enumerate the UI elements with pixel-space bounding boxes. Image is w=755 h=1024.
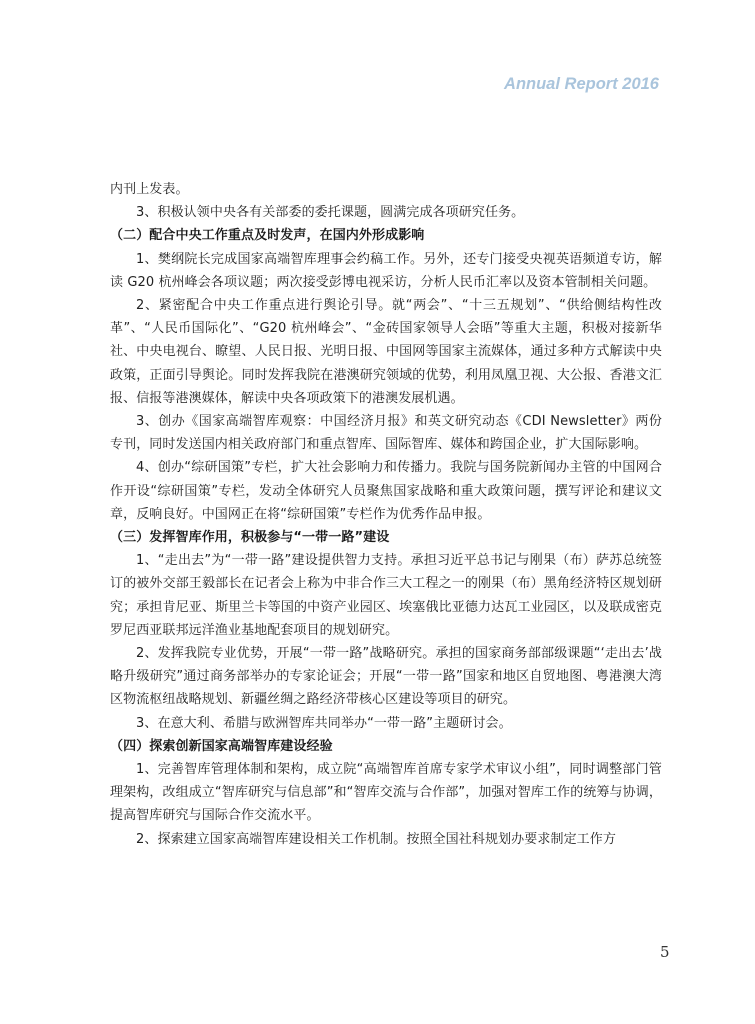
paragraph: 3、积极认领中央各有关部委的委托课题，圆满完成各项研究任务。 (136, 205, 525, 221)
section-heading: （三）发挥智库作用，积极参与“一带一路”建设 (110, 530, 390, 546)
paragraph: 1、樊纲院长完成国家高端智库理事会约稿工作。另外，还专门接受央视英语频道专访，解读 G20 杭州峰会各项议题；两次接受彭博电视采访，分析人民币汇率以及资本管制相关问题。 (110, 251, 662, 290)
paragraph: 2、发挥我院专业优势，开展“一带一路”战略研究。承担的国家商务部部级课题“‘走出去’战略升级研究”通过商务部举办的专家论证会；开展“一带一路”国家和地区自贸地图、粤港澳大湾区物流枢纽战略规划、新疆丝绸之路经济带核心区建设等项目的研究。 (110, 646, 662, 708)
paragraph: 3、创办《国家高端智库观察：中国经济月报》和英文研究动态《CDI Newsletter》两份专刊，同时发送国内相关政府部门和重点智库、国际智库、媒体和跨国企业，扩大国际影响。 (110, 414, 662, 453)
paragraph: 1、“走出去”为“一带一路”建设提供智力支持。承担习近平总书记与刚果（布）萨苏总统签订的被外交部王毅部长在记者会上称为中非合作三大工程之一的刚果（布）黑角经济特区规划研究；承担肯尼亚、斯里兰卡等国的中资产业园区、埃塞俄比亚德力达瓦工业园区，以及联成密克罗尼西亚联邦远洋渔业基地配套项目的规划研究。 (110, 553, 662, 638)
paragraph: 2、探索建立国家高端智库建设相关工作机制。按照全国社科规划办要求制定工作方 (136, 831, 616, 847)
paragraph: 4、创办“综研国策”专栏，扩大社会影响力和传播力。我院与国务院新闻办主管的中国网合作开设“综研国策”专栏，发动全体研究人员聚焦国家战略和重大政策问题，撰写评论和建议文章，反响良好。中国网正在将“综研国策”专栏作为优秀作品申报。 (110, 460, 662, 522)
page-number: 5 (660, 943, 670, 961)
section-heading: （四）探索创新国家高端智库建设经验 (110, 738, 333, 754)
section-heading: （二）配合中央工作重点及时发声，在国内外形成影响 (110, 228, 425, 244)
paragraph: 内刊上发表。 (110, 182, 189, 197)
paragraph: 3、在意大利、希腊与欧洲智库共同举办“一带一路”主题研讨会。 (136, 715, 512, 731)
paragraph: 1、完善智库管理体制和架构，成立院“高端智库首席专家学术审议小组”，同时调整部门管理架构，改组成立“智库研究与信息部”和“智库交流与合作部”，加强对智库工作的统筹与协调，提高智库研究与国际合作交流水平。 (110, 762, 662, 824)
report-body (110, 178, 662, 851)
report-header-title: Annual Report 2016 (504, 75, 659, 93)
paragraph: 2、紧密配合中央工作重点进行舆论引导。就“两会”、“十三五规划”、“供给侧结构性改革”、“人民币国际化”、“G20 杭州峰会”、“金砖国家领导人会晤”等重大主题，积极对接新华社、中央电视台、瞭望、人民日报、光明日报、中国网等国家主流媒体，通过多种方式解读中央政策，正面引导舆论。同时发挥我院在港澳研究领域的优势，利用凤凰卫视、大公报、香港文汇报、信报等港澳媒体，解读中央各项政策下的港澳发展机遇。 (110, 298, 662, 406)
